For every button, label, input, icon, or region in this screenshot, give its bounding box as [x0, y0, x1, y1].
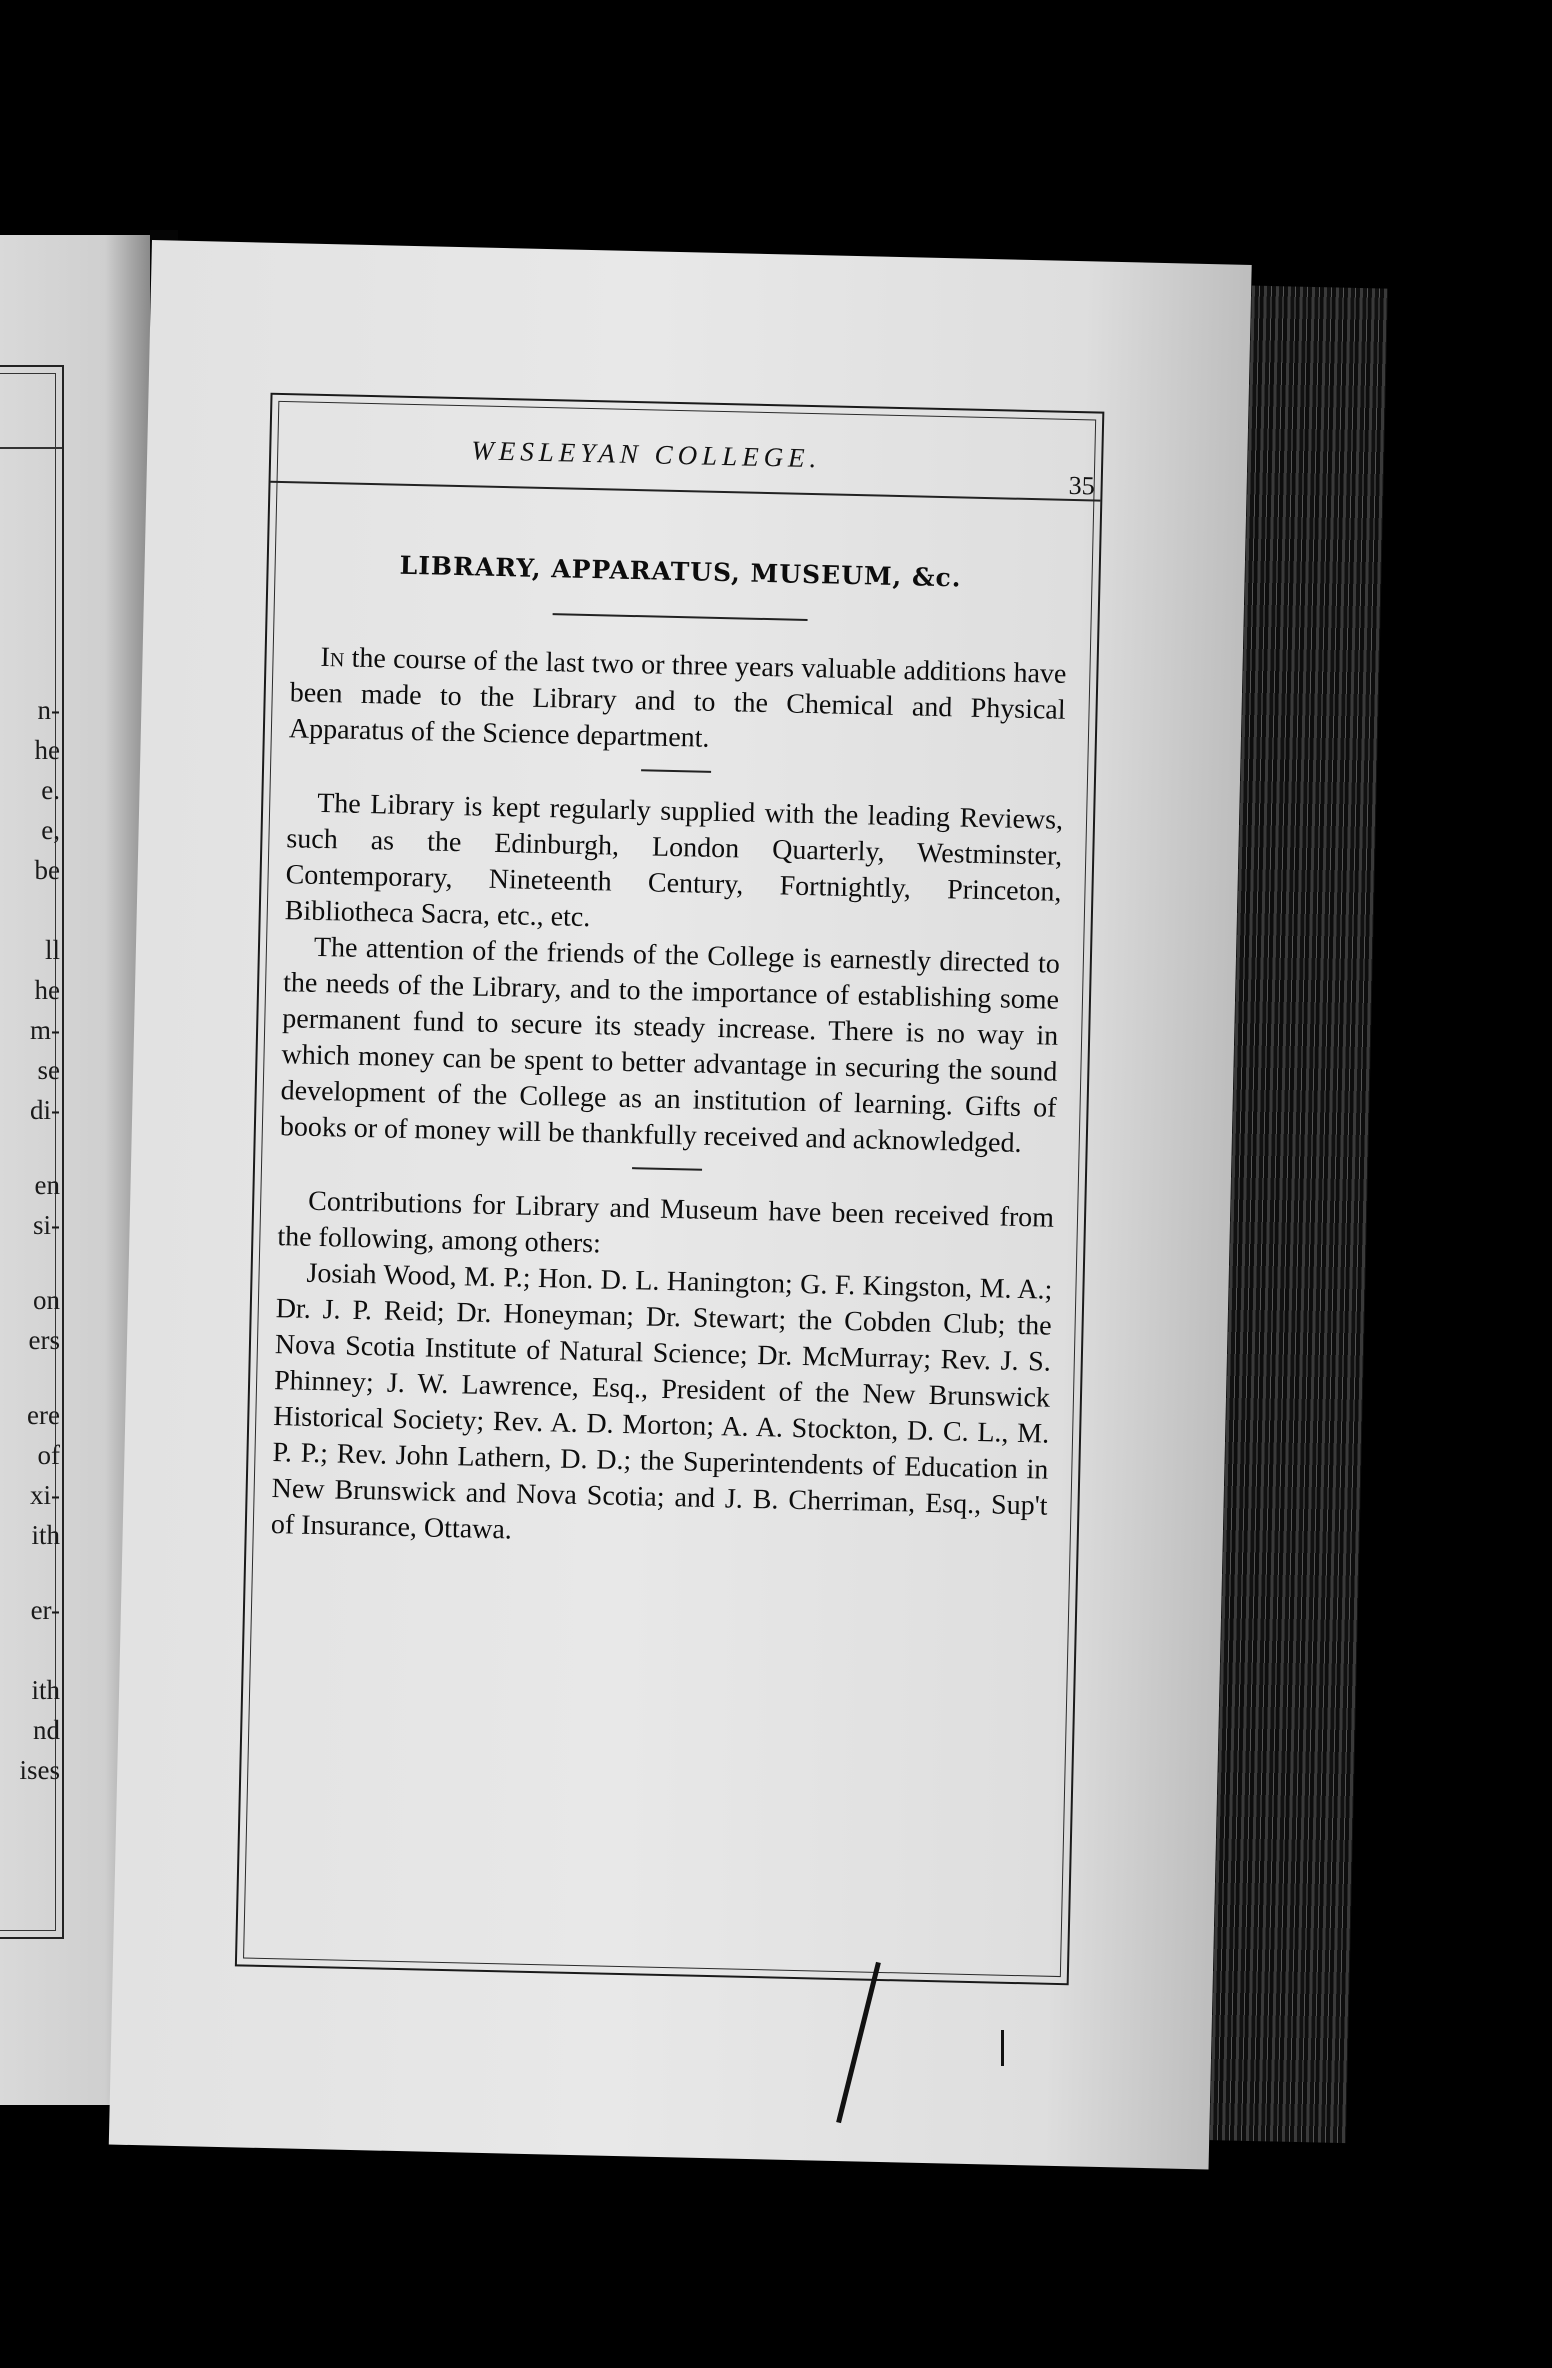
left-text-fragment: di- — [30, 1095, 60, 1125]
left-text-fragment: be — [34, 855, 60, 885]
section-divider — [632, 1167, 702, 1171]
running-head — [271, 431, 1102, 502]
left-page-rule — [0, 447, 62, 449]
section-heading: LIBRARY, APPARATUS, MUSEUM, &c. — [399, 550, 962, 593]
left-text-fragment: er- — [30, 1595, 60, 1625]
page-number: 35 — [1068, 470, 1095, 501]
running-title: WESLEYAN COLLEGE. — [470, 435, 822, 474]
left-text-fragment: ises — [19, 1755, 60, 1785]
left-text-fragment: he — [34, 735, 60, 765]
left-text-fragment: on — [33, 1285, 60, 1315]
left-text-fragment: n- — [37, 695, 60, 725]
left-text-fragment: ere — [27, 1400, 60, 1430]
paragraph-reviews: The Library is kept regularly supplied with the leading Reviews, such as the Edinburgh, London Quarterly, Westminster, Contemporary, Nineteenth Century, Fortnightly, Princeton, Bibliotheca Sacra, etc., etc. — [284, 787, 1064, 934]
book-page — [109, 240, 1252, 2169]
left-text-fragment: ers — [28, 1325, 60, 1355]
left-text-fragment: ll — [44, 935, 60, 965]
page-border — [235, 393, 1104, 1986]
scan-tick-mark — [1001, 2030, 1004, 2066]
paragraph-intro-text: the course of the last two or three years valuable additions have been made to the Library and to the Chemical and Physical Apparatus of the Science department. — [288, 642, 1067, 754]
paragraph-intro — [289, 639, 1067, 765]
paragraph-contributors: Josiah Wood, M. P.; Hon. D. L. Hanington; G. F. Kingston, M. A.; Dr. J. P. Reid; Dr. Honeyman; Dr. Stewart; the Cobden Club; the Nova Scotia Institute of Natural Science; Dr. McMurray; Rev. J. S. Phinney; J. W. Lawrence, Esq., President of the New Brunswick Historical Society; Rev. A. D. Morton; A. A. Stockton, D. C. L., M. P. P.; Rev. John Lathern, D. D.; the Superintendents of Education in New Brunswick and Nova Scotia; and J. B. Cherriman, Esq., Sup't of Insurance, Ottawa. — [270, 1257, 1053, 1546]
left-text-fragment: si- — [33, 1210, 60, 1240]
left-text-fragment: nd — [33, 1715, 60, 1745]
left-text-fragment: se — [37, 1055, 60, 1085]
left-text-fragment: e. — [41, 775, 60, 805]
paragraph-attention: The attention of the friends of the College is earnestly directed to the needs of the Library, and to the importance of establishing some permanent fund to secure its steady increase. There is no way in which money can be spent to better advantage in securing the sound development of the College as an institution of learning. Gifts of books or of money will be thankfully received and acknowledged. — [279, 931, 1061, 1159]
heading-rule — [552, 613, 807, 621]
paragraph-lead: In — [320, 641, 345, 674]
paragraph-contributions: Contributions for Library and Museum have been received from the following, among others: — [277, 1185, 1055, 1260]
left-text-fragment: m- — [30, 1015, 60, 1045]
page-content — [270, 545, 1068, 1560]
left-text-fragment: xi- — [30, 1480, 60, 1510]
left-text-fragment: of — [37, 1440, 60, 1470]
left-text-fragment: ith — [31, 1675, 60, 1705]
section-divider — [641, 769, 711, 773]
left-text-fragment: ith — [31, 1520, 60, 1550]
left-text-fragment: en — [34, 1170, 60, 1200]
left-text-fragment: e, — [41, 815, 60, 845]
left-text-fragment: he — [34, 975, 60, 1005]
